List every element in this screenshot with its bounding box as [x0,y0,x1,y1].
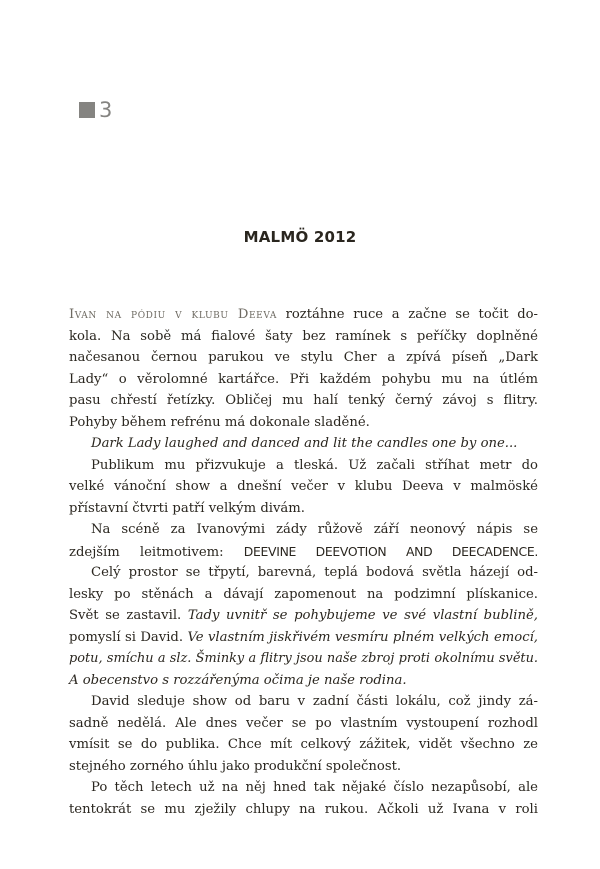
line-text: roztáhne ruce a začne se točit do- [276,307,538,322]
line-text: pomyslí si David. [69,629,188,645]
text-line [69,326,538,348]
text-line [69,648,538,670]
thought-text: Tady uvnitř se pohybujeme ve své vlastní bublině, [187,608,538,623]
line-text: David sleduje show od baru v zadní části lokálu, což jindy zá- [91,694,538,709]
thought-text: A obecenstvo s rozzářenýma očima je naše rodina. [69,672,407,688]
opening-small-caps: Ivan na pódiu v klubu Deeva [69,307,277,322]
text-line [69,713,538,735]
text-line [69,369,538,391]
line-text: načesanou černou parukou ve stylu Cher a zpívá píseň „Dark [69,350,538,365]
chapter-heading: MALMÖ 2012 [243,228,357,246]
text-line [69,799,538,821]
text-line [69,304,538,326]
chapter-number: 3 [99,98,113,122]
text-line [69,541,538,563]
line-text: přístavní čtvrti patří velkým divám. [69,500,305,516]
lyric-text: Dark Lady laughed and danced and lit the candles one by one... [91,436,518,451]
text-line [69,605,538,627]
text-line [69,347,538,369]
text-line [69,498,538,520]
text-line [69,519,538,541]
line-text: Po těch letech už na něj hned tak nějaké číslo nezapůsobí, ale [91,780,538,795]
line-text: zdejším leitmotivem: [69,544,244,560]
neon-sign-text: DEEVINE DEEVOTION AND DEECADENCE. [243,543,538,559]
line-text: Na scéně za Ivanovými zády růžově září neonový nápis se [91,522,538,537]
chapter-square-icon [79,102,95,118]
thought-text: potu, smíchu a slz. Šminky a flitry jsou naše zbroj proti okolnímu světu. [69,651,538,666]
text-line [69,670,538,692]
text-line [69,691,538,713]
text-line [69,584,538,606]
text-line [69,734,538,756]
text-line [69,476,538,498]
line-text: stejného zorného úhlu jako produkční společnost. [69,758,402,774]
thought-text: Ve vlastním jiskřivém vesmíru plném velkých emocí, [187,629,538,645]
chapter-marker [79,100,112,120]
line-text: tentokrát se mu zježily chlupy na rukou. Ačkoli už Ivana v roli [69,801,538,817]
line-text: Svět se zastavil. [69,608,188,623]
line-text: sadně nedělá. Ale dnes večer se po vlastním vystoupení rozhodl [69,715,538,731]
text-line [69,433,538,455]
body-text [69,304,538,820]
line-text: vmísit se do publika. Chce mít celkový zážitek, vidět všechno ze [69,737,538,752]
text-line [69,412,538,434]
line-text: pasu chřestí řetízky. Obličej mu halí tenký černý závoj s flitry. [69,393,538,408]
line-text: Pohyby během refrénu má dokonale sladěné. [69,414,370,430]
line-text: Publikum mu přizvukuje a tleská. Už začali stříhat metr do [91,457,538,473]
text-line [69,627,538,649]
text-line [69,390,538,412]
text-line [69,756,538,778]
text-line [69,777,538,799]
line-text: velké vánoční show a dnešní večer v klubu Deeva v malmöské [69,479,538,494]
line-text: lesky po stěnách a dávají zapomenout na podzimní plískanice. [69,586,538,602]
line-text: kola. Na sobě má fialové šaty bez ramínek s peříčky doplněné [69,328,538,344]
text-line [69,455,538,477]
text-line [69,562,538,584]
line-text: Celý prostor se třpytí, barevná, teplá bodová světla házejí od- [91,565,538,580]
line-text: Lady“ o věrolomné kartářce. Při každém pohybu mu na útlém [69,371,538,387]
